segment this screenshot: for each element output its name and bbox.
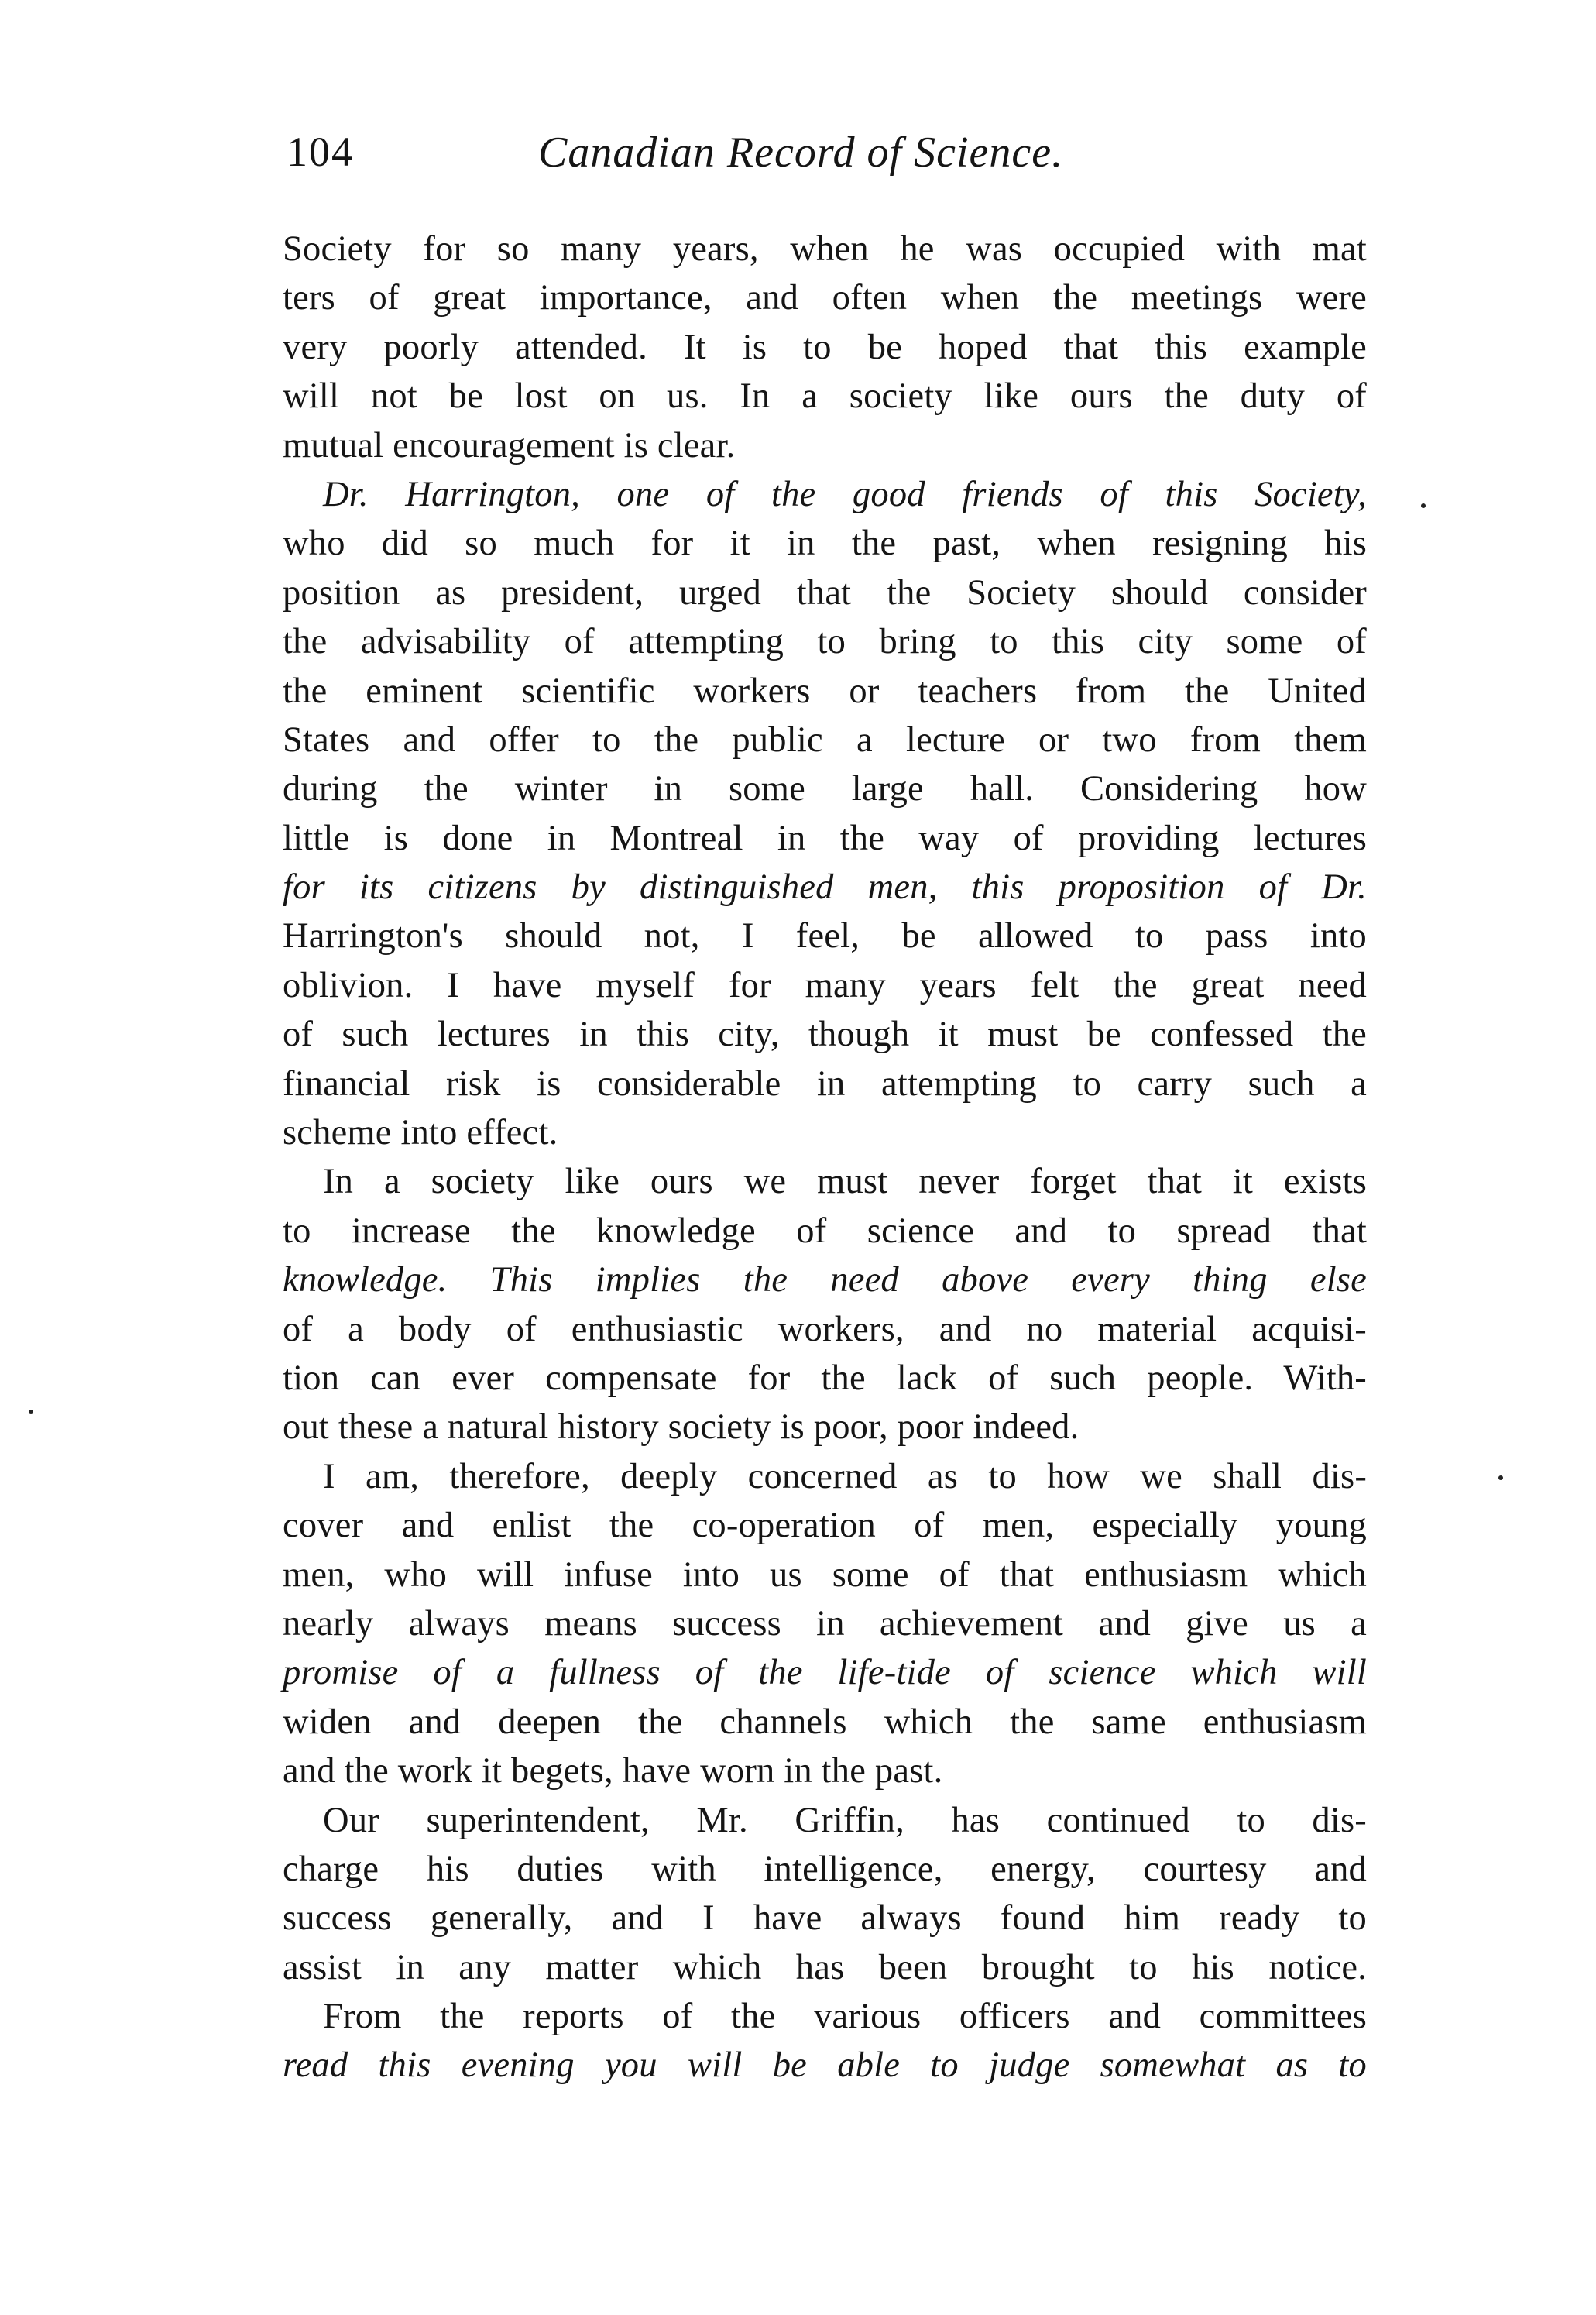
text-line: the eminent scientific workers or teachers from the United	[283, 671, 1367, 711]
text-line: for its citizens by distinguished men, this proposition of Dr.	[283, 867, 1367, 908]
text-line: charge his duties with intelligence, energy, courtesy and	[283, 1849, 1367, 1889]
text-line: Dr. Harrington, one of the good friends of this Society,	[323, 474, 1367, 514]
text-line: out these a natural history society is poor, poor indeed.	[283, 1407, 1079, 1448]
text-line: promise of a fullness of the life-tide of science which will	[283, 1653, 1367, 1693]
text-line: nearly always means success in achievement and give us a	[283, 1603, 1367, 1644]
text-line: Society for so many years, when he was occupied with mat	[283, 229, 1367, 269]
page-number: 104	[287, 129, 354, 175]
text-line: of such lectures in this city, though it must be confessed the	[283, 1015, 1367, 1055]
text-line: who did so much for it in the past, when resigning his	[283, 524, 1367, 564]
text-line: the advisability of attempting to bring to this city some of	[283, 622, 1367, 662]
text-line: will not be lost on us. In a society like ours the duty of	[283, 376, 1367, 417]
text-line: scheme into effect.	[283, 1113, 558, 1153]
text-line: mutual encouragement is clear.	[283, 425, 736, 465]
text-line: In a society like ours we must never forget that it exists	[323, 1162, 1367, 1202]
text-line: From the reports of the various officers and committees	[323, 1997, 1367, 2037]
running-title: Canadian Record of Science.	[538, 129, 1064, 177]
text-line: States and offer to the public a lecture or two from them	[283, 720, 1367, 760]
text-line: cover and enlist the co-operation of men, especially young	[283, 1506, 1367, 1546]
scan-speck	[29, 1410, 33, 1414]
text-line: men, who will infuse into us some of that enthusiasm which	[283, 1554, 1367, 1595]
text-line: I am, therefore, deeply concerned as to how we shall dis-	[323, 1456, 1367, 1496]
text-line: widen and deepen the channels which the same enthusiasm	[283, 1702, 1367, 1742]
text-line: ters of great importance, and often when the meetings were	[283, 278, 1367, 318]
text-line: position as president, urged that the Society should consider	[283, 572, 1367, 613]
scan-speck	[1421, 503, 1426, 508]
text-line: read this evening you will be able to judge somewhat as to	[283, 2045, 1367, 2086]
text-line: success generally, and I have always found him ready to	[283, 1898, 1367, 1939]
scan-speck	[1498, 1475, 1503, 1480]
text-line: knowledge. This implies the need above every thing else	[283, 1260, 1367, 1300]
text-line: of a body of enthusiastic workers, and no material acquisi-	[283, 1309, 1367, 1349]
text-line: Our superintendent, Mr. Griffin, has continued to dis-	[323, 1800, 1367, 1840]
text-line: financial risk is considerable in attempting to carry such a	[283, 1063, 1367, 1104]
text-line: and the work it begets, have worn in the past.	[283, 1751, 943, 1791]
text-line: little is done in Montreal in the way of providing lectures	[283, 818, 1367, 858]
text-line: very poorly attended. It is to be hoped that this example	[283, 327, 1367, 367]
text-line: assist in any matter which has been brought to his notice.	[283, 1947, 1367, 1987]
body-text	[283, 225, 1367, 2090]
text-line: Harrington's should not, I feel, be allowed to pass into	[283, 916, 1367, 957]
text-line: oblivion. I have myself for many years felt the great need	[283, 965, 1367, 1005]
text-line: during the winter in some large hall. Considering how	[283, 769, 1367, 809]
text-line: tion can ever compensate for the lack of such people. With-	[283, 1358, 1367, 1398]
page-header	[287, 128, 1386, 205]
text-line: to increase the knowledge of science and to spread that	[283, 1211, 1367, 1251]
